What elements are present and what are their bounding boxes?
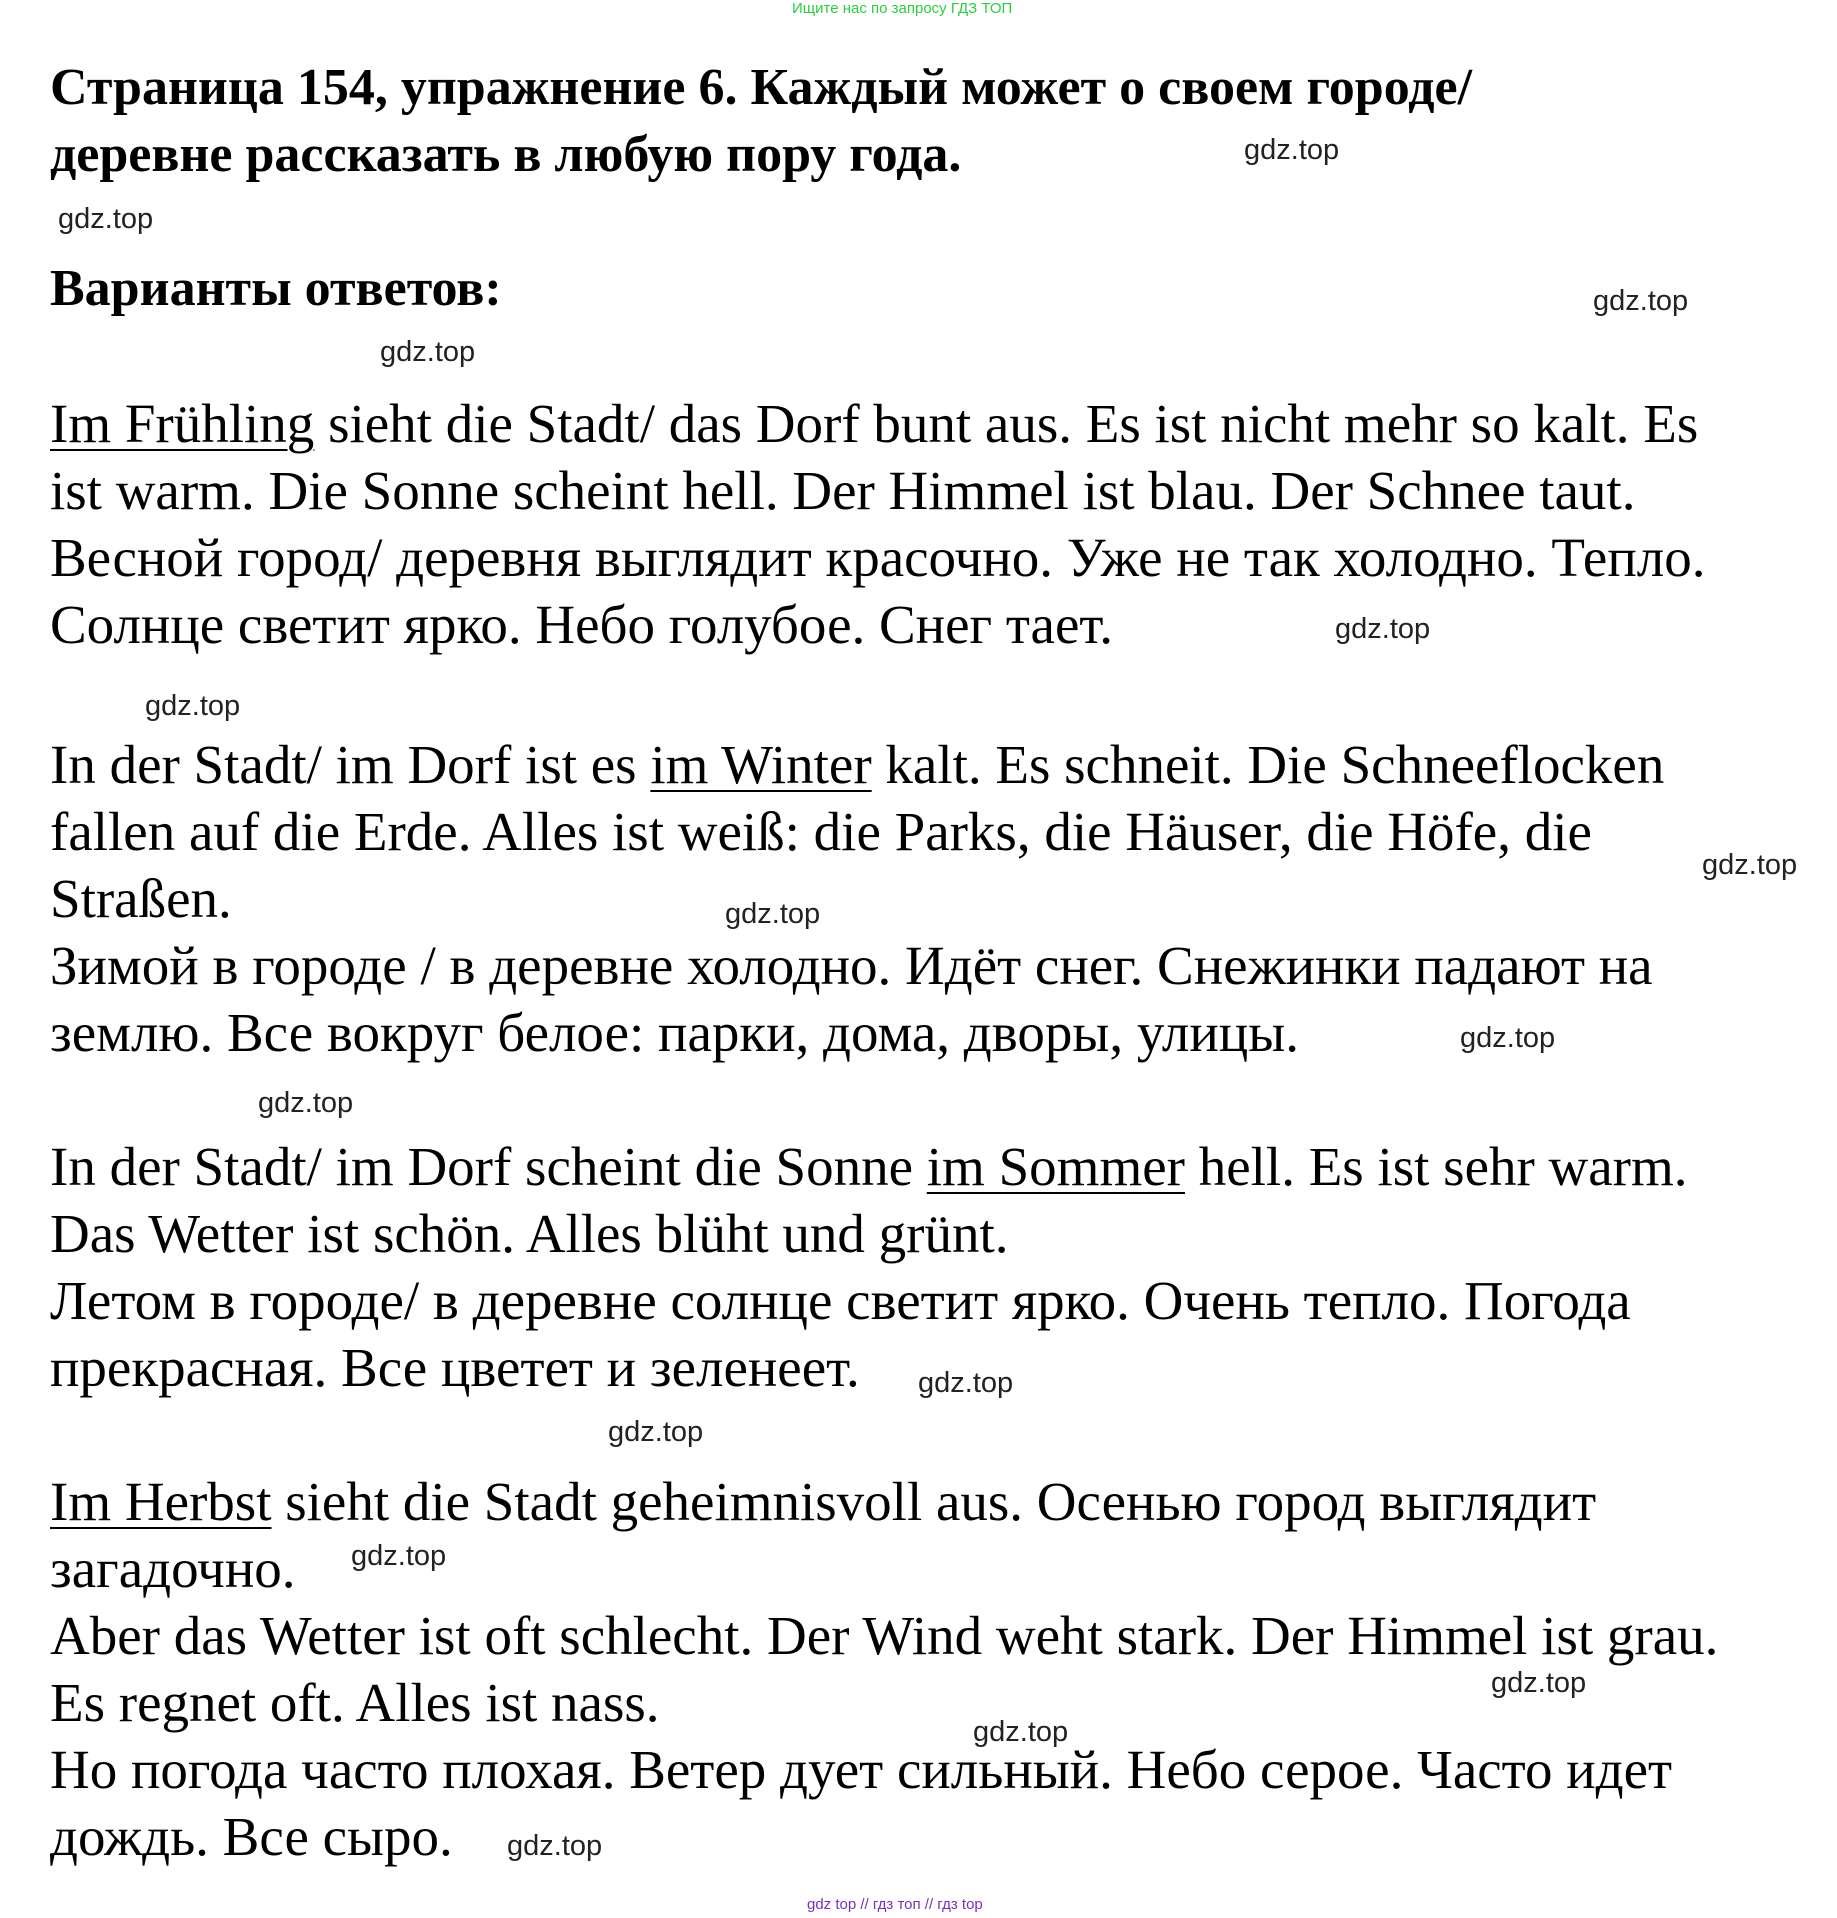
spring-line-2: ist warm. Die Sonne scheint hell. Der Himmel ist blau. Der Schnee taut. (50, 460, 1636, 521)
season-summer: im Sommer (926, 1136, 1185, 1197)
spring-line-3: Весной город/ деревня выглядит красочно. Уже не так холодно. Тепло. (50, 527, 1706, 588)
autumn-line-2: загадочно. (50, 1538, 296, 1599)
watermark: gdz.top (1593, 285, 1689, 317)
watermark: gdz.top (507, 1830, 603, 1862)
spring-line-4: Солнце светит ярко. Небо голубое. Снег тает. (50, 594, 1114, 655)
summer-line-2: Das Wetter ist schön. Alles blüht und grünt. (50, 1203, 1009, 1264)
winter-line-2: fallen auf die Erde. Alles ist weiß: die Parks, die Häuser, die Höfe, die (50, 801, 1592, 862)
watermark: gdz.top (608, 1416, 704, 1448)
autumn-line-4: Es regnet oft. Alles ist nass. (50, 1672, 660, 1733)
watermark: gdz.top (1460, 1022, 1556, 1054)
watermark: gdz.top (1335, 613, 1431, 645)
text-fragment: sieht die Stadt geheimnisvoll aus. Осенью город выглядит (271, 1471, 1597, 1532)
watermark: gdz.top (1491, 1667, 1587, 1699)
watermark: gdz.top (258, 1087, 354, 1119)
text-fragment: In der Stadt/ im Dorf ist es (50, 734, 651, 795)
autumn-line-3: Aber das Wetter ist oft schlecht. Der Wind weht stark. Der Himmel ist grau. (50, 1605, 1719, 1666)
season-spring: Im Frühling (50, 393, 315, 454)
top-banner: Ищите нас по запросу ГДЗ ТОП (792, 0, 1013, 17)
season-winter: im Winter (650, 734, 872, 795)
watermark: gdz.top (145, 690, 241, 722)
spring-line-1 (50, 390, 1698, 457)
watermark: gdz.top (725, 898, 821, 930)
watermark: gdz.top (1244, 134, 1340, 166)
watermark: gdz.top (918, 1367, 1014, 1399)
autumn-line-1 (50, 1468, 1596, 1535)
text-fragment: In der Stadt/ im Dorf scheint die Sonne (50, 1136, 927, 1197)
autumn-line-6: дождь. Все сыро. (50, 1806, 453, 1867)
watermark: gdz.top (973, 1716, 1069, 1748)
winter-line-1 (50, 731, 1664, 798)
text-fragment: hell. Es ist sehr warm. (1184, 1136, 1688, 1197)
summer-line-1 (50, 1133, 1688, 1200)
page-title-line1: Страница 154, упражнение 6. Каждый может о своем городе/ (50, 59, 1473, 116)
footer-watermark: gdz top // гдз топ // гдз top (807, 1896, 983, 1913)
season-autumn: Im Herbst (50, 1471, 272, 1532)
watermark: gdz.top (58, 203, 154, 235)
watermark: gdz.top (351, 1540, 447, 1572)
summer-line-4: прекрасная. Все цветет и зеленеет. (50, 1337, 860, 1398)
winter-line-5: землю. Все вокруг белое: парки, дома, дворы, улицы. (50, 1002, 1299, 1063)
summer-line-3: Летом в городе/ в деревне солнце светит ярко. Очень тепло. Погода (50, 1270, 1631, 1331)
winter-line-3: Straßen. (50, 868, 232, 929)
autumn-line-5: Но погода часто плохая. Ветер дует сильный. Небо серое. Часто идет (50, 1739, 1673, 1800)
answers-label: Варианты ответов: (50, 260, 502, 317)
text-fragment: sieht die Stadt/ das Dorf bunt aus. Es ist nicht mehr so kalt. Es (314, 393, 1699, 454)
text-fragment: kalt. Es schneit. Die Schneeflocken (871, 734, 1665, 795)
page-title-line2: деревне рассказать в любую пору года. (50, 126, 962, 183)
winter-line-4: Зимой в городе / в деревне холодно. Идёт снег. Снежинки падают на (50, 935, 1653, 996)
watermark: gdz.top (380, 336, 476, 368)
watermark: gdz.top (1702, 849, 1798, 881)
